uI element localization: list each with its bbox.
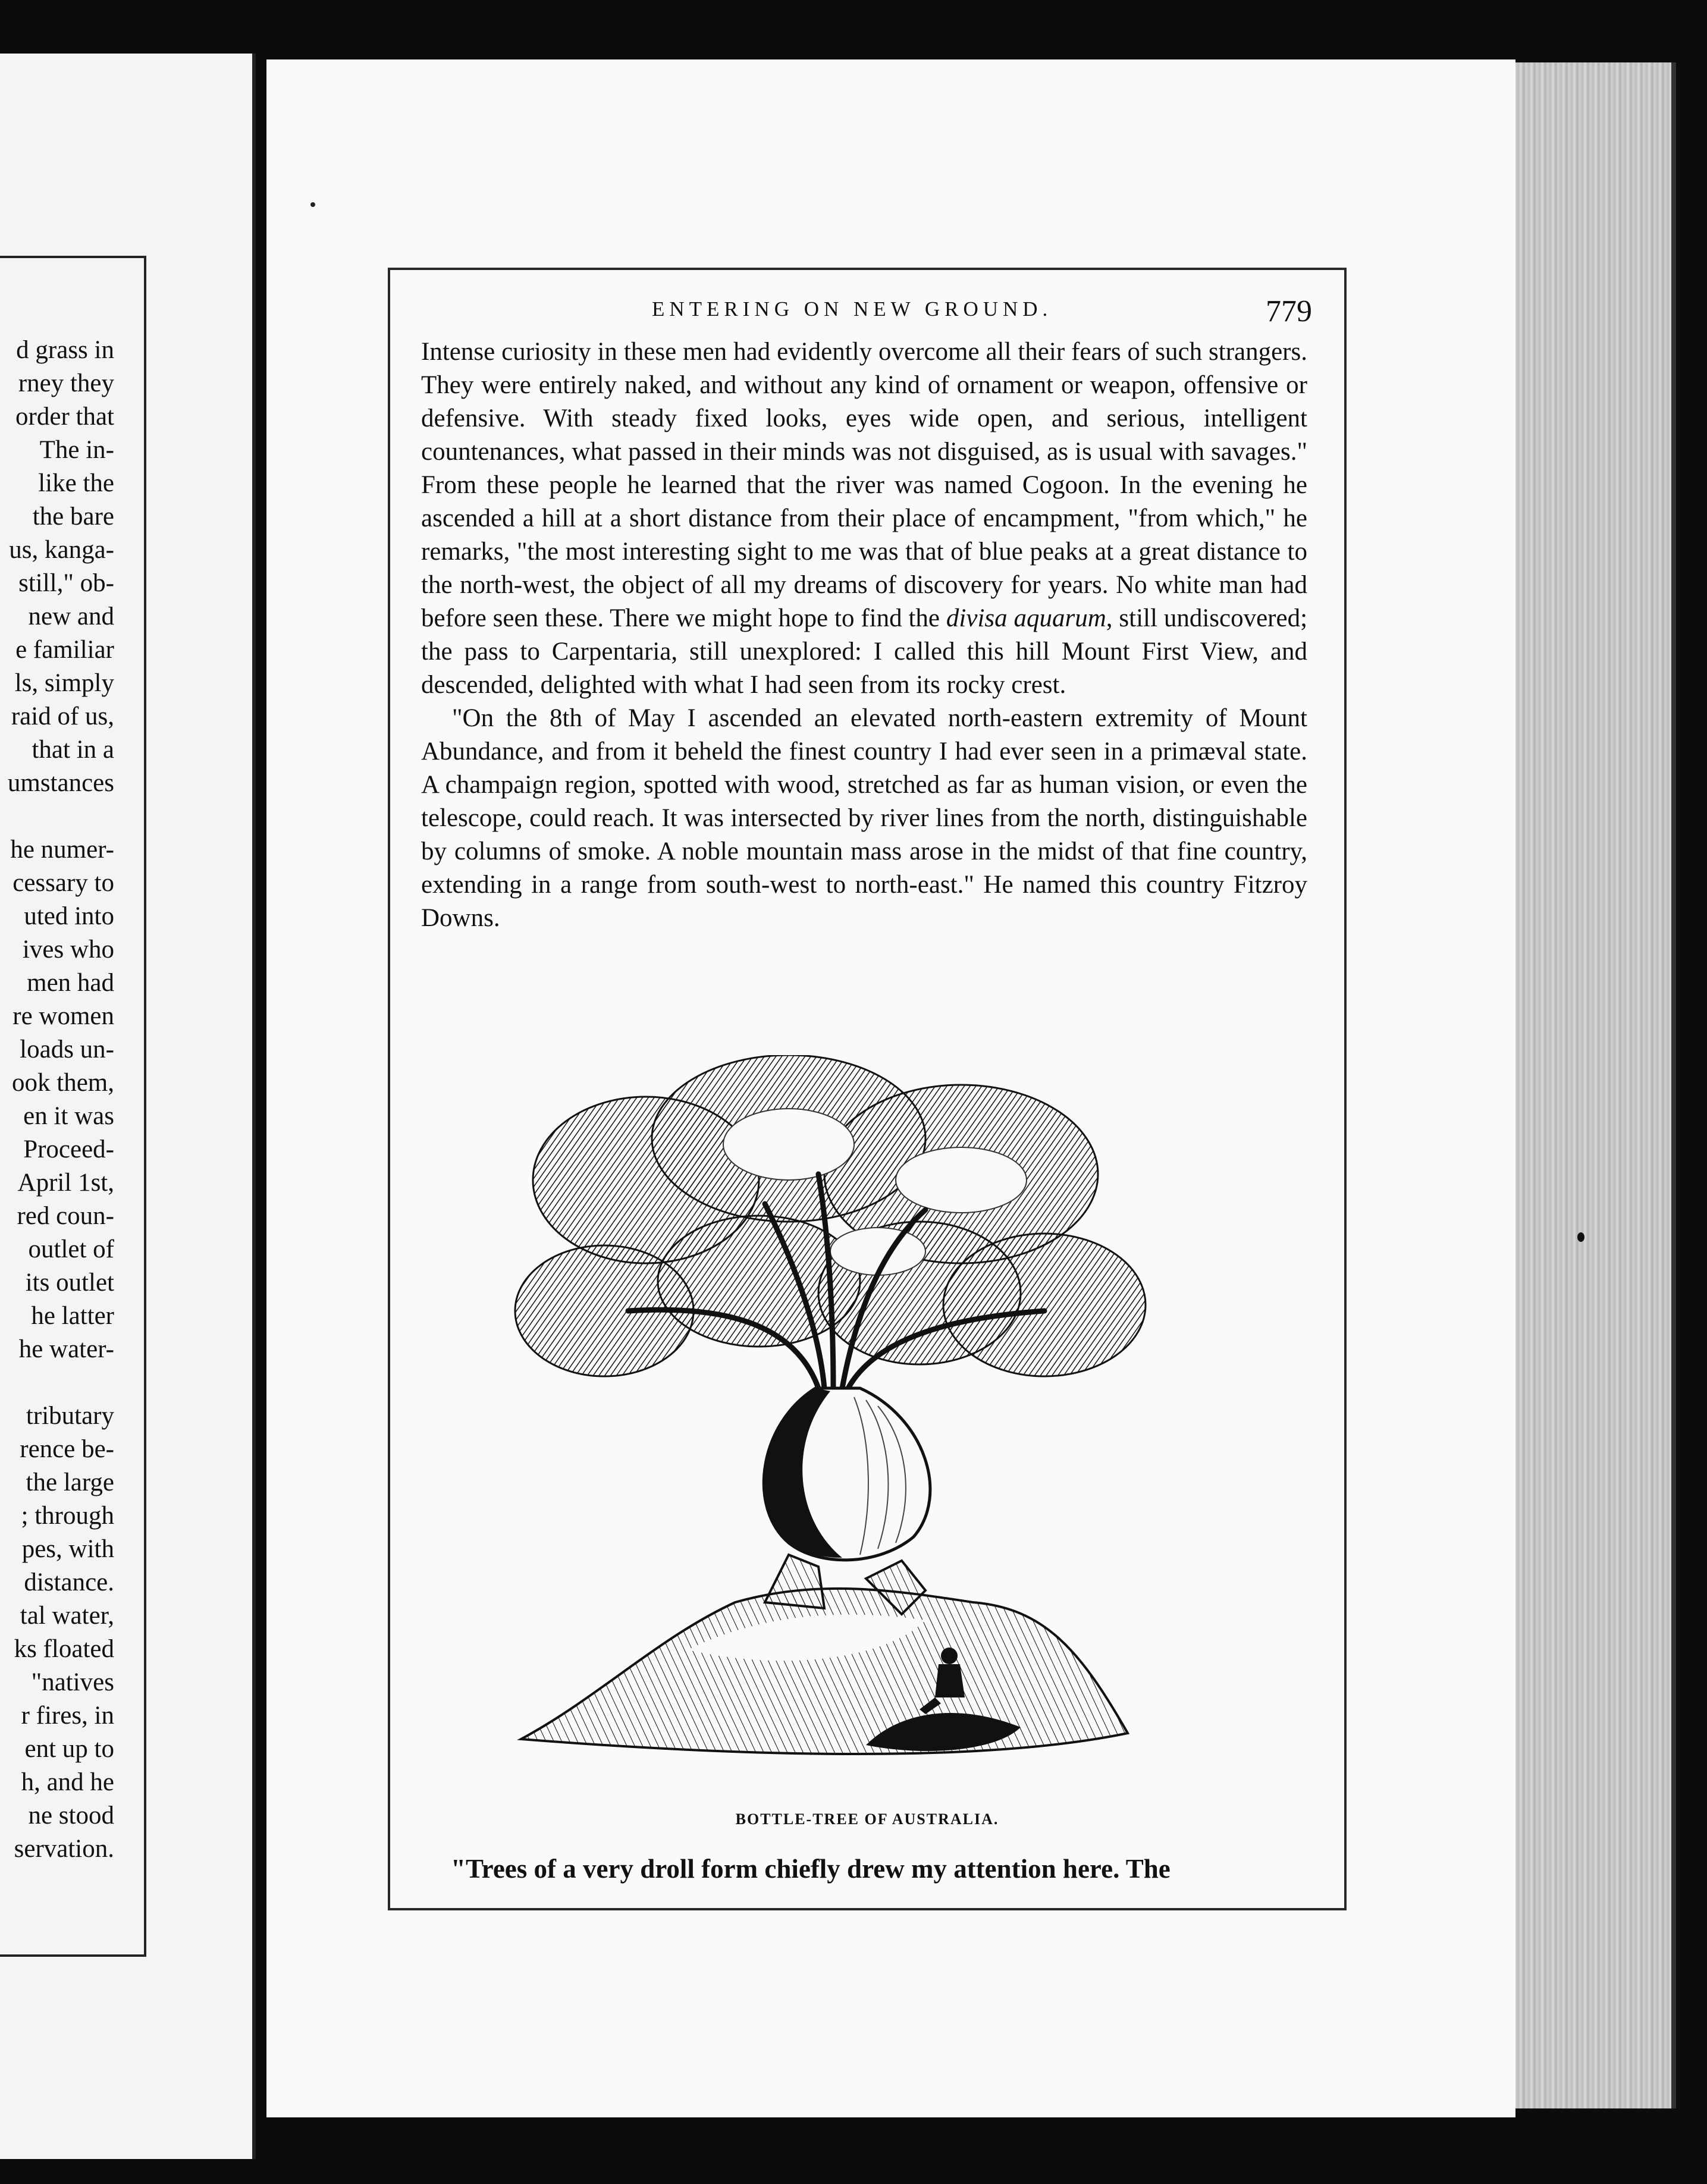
left-page-line: umstances xyxy=(7,769,114,797)
left-page-line: that in a xyxy=(32,736,114,764)
left-page-line: Proceed- xyxy=(23,1135,114,1163)
bottle-tree-illustration xyxy=(509,1055,1175,1781)
left-page-line: raid of us, xyxy=(11,702,114,730)
left-page-line: servation. xyxy=(14,1835,114,1863)
running-head: ENTERING ON NEW GROUND. xyxy=(652,297,1053,321)
left-page-line: the large xyxy=(26,1468,114,1496)
left-page-line: "natives xyxy=(31,1668,114,1696)
left-page-line: men had xyxy=(27,969,114,997)
left-page-line: like the xyxy=(38,469,114,497)
left-page-line: he latter xyxy=(31,1302,114,1330)
hill xyxy=(521,1589,1128,1754)
left-page-line: loads un- xyxy=(20,1035,114,1063)
left-page-line: he numer- xyxy=(10,836,114,864)
italic-phrase: divisa aquarum xyxy=(946,604,1106,632)
paragraph-1-text: Intense curiosity in these men had evidently overcome all their fears of such strangers. They were entirely naked, and without any kind of ornament or weapon, offensive or defensive. With steady fixed looks, eyes wide open, and serious, intelligent countenances, what passed in their minds was not disguised, as is usual with savages." From these people he learned that the river was named Cogoon. In the evening he ascended a hill at a short distance from their place of encampment, "from which," he remarks, "the most interesting sight to me was that of blue peaks at a great distance to the north-west, the object of all my dreams of discovery for years. No white man had before seen these. There we might hope to find the xyxy=(421,338,1307,632)
left-page-line: ks floated xyxy=(14,1635,114,1663)
left-page-line: r fires, in xyxy=(21,1702,114,1730)
left-page-line: h, and he xyxy=(21,1768,114,1796)
figure-caption: BOTTLE-TREE OF AUSTRALIA. xyxy=(735,1810,999,1828)
page-header xyxy=(628,294,1312,330)
left-page xyxy=(0,54,256,2159)
left-page-line: red coun- xyxy=(17,1202,114,1230)
left-page-line: he water- xyxy=(18,1335,114,1363)
paragraph-1-end: , still undiscovered; the pass to Carpentaria, still unexplored: I called this hill Mount First View, and descended, delighted with what I had seen from its rocky crest. xyxy=(421,604,1308,699)
left-page-line: its outlet xyxy=(25,1269,114,1297)
left-page-line: ; through xyxy=(21,1502,114,1530)
left-page-line: The in- xyxy=(39,436,114,464)
left-page-line: outlet of xyxy=(28,1235,114,1263)
left-page-line: ls, simply xyxy=(14,669,114,697)
body-text xyxy=(421,335,1307,935)
left-page-frame xyxy=(0,256,146,1957)
left-page-line: April 1st, xyxy=(17,1169,114,1197)
paragraph-1 xyxy=(421,335,1307,702)
left-page-line: distance. xyxy=(24,1568,114,1596)
left-page-line: pes, with xyxy=(21,1535,114,1563)
left-page-line: cessary to xyxy=(12,869,114,897)
left-page-line: the bare xyxy=(32,503,114,531)
left-page-line: e familiar xyxy=(15,636,114,664)
left-page-line: rence be- xyxy=(20,1435,114,1463)
left-page-line: tal water, xyxy=(20,1602,114,1630)
edge-mark xyxy=(1577,1232,1584,1242)
left-page-line: ne stood xyxy=(28,1802,114,1830)
paragraph-2: "On the 8th of May I ascended an elevated north-eastern extremity of Mount Abundance, and from it beheld the finest country I had ever seen in a primæval state. A champaign region, spotted with wood, stretched as far as human vision, or even the telescope, could reach. It was intersected by river lines from the north, distinguishable by columns of smoke. A noble mountain mass arose in the midst of that fine country, extending in a range from south-west to north-east." He named this country Fitzroy Downs. xyxy=(421,704,1307,932)
left-page-line: order that xyxy=(15,403,114,431)
closing-line: "Trees of a very droll form chiefly drew my attention here. The xyxy=(451,1854,1171,1884)
left-page-line: tributary xyxy=(26,1402,114,1430)
left-page-line: still," ob- xyxy=(18,569,114,597)
left-page-line: rney they xyxy=(18,369,114,397)
page-fore-edge xyxy=(1515,62,1676,2108)
page-frame xyxy=(388,268,1347,1910)
left-page-line: en it was xyxy=(23,1102,114,1130)
margin-mark xyxy=(310,202,315,207)
left-page-line: ives who xyxy=(22,936,114,964)
left-page-line: uted into xyxy=(24,902,114,930)
left-page-line: us, kanga- xyxy=(9,536,114,564)
left-page-line: ent up to xyxy=(24,1735,114,1763)
left-page-line: re women xyxy=(12,1002,114,1030)
left-page-line: d grass in xyxy=(16,336,114,364)
left-page-line: ook them, xyxy=(12,1069,114,1097)
left-page-line: new and xyxy=(28,603,114,630)
page-number: 779 xyxy=(1266,294,1312,328)
